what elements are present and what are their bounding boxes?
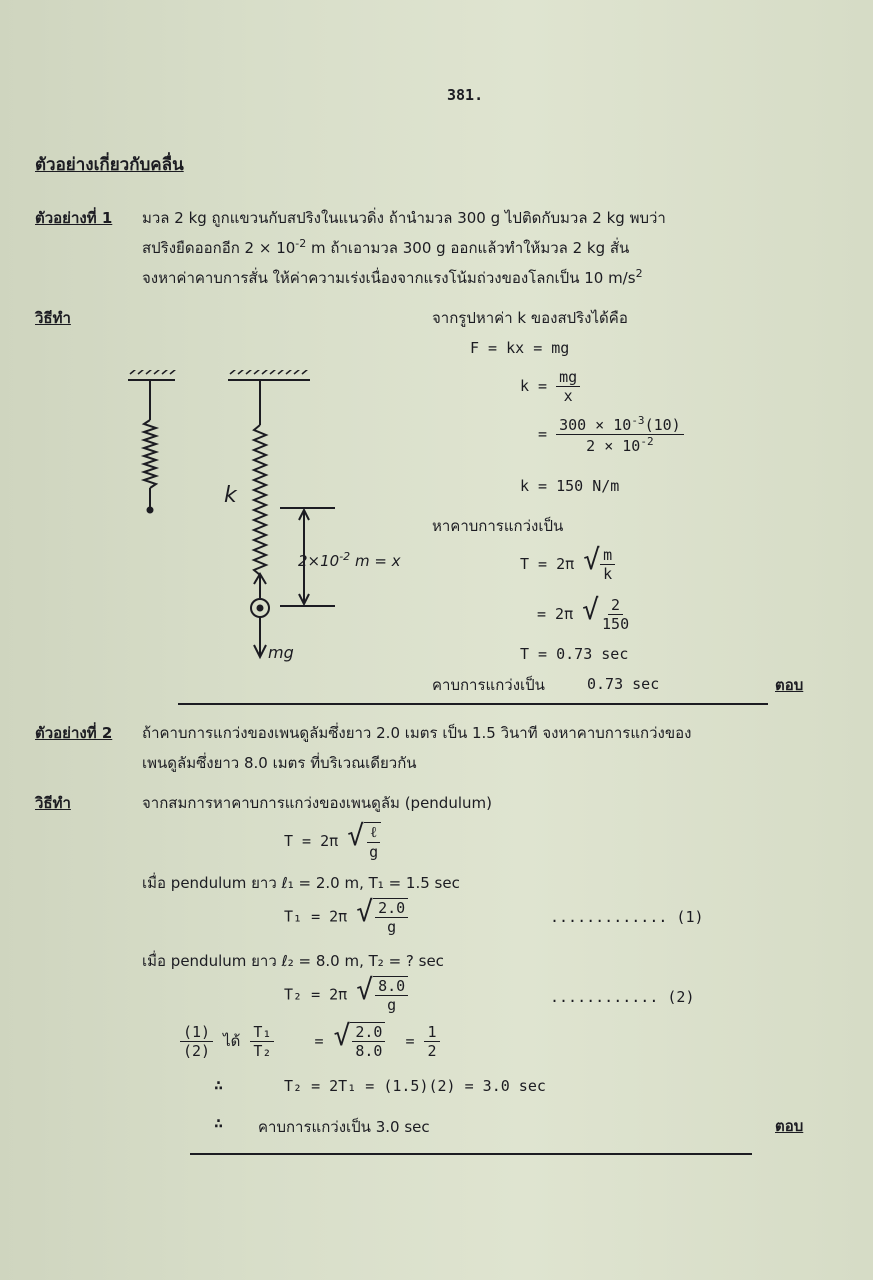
solution-1-step-9: T = 0.73 sec	[520, 645, 629, 663]
page-number: 381.	[447, 86, 484, 104]
conclusion-1: T₂ = 2T₁ = (1.5)(2) = 3.0 sec	[284, 1077, 546, 1095]
answer-1-label: ตอบ	[775, 676, 804, 694]
solution-1-step-6: หาคาบการแกว่งเป็น	[432, 517, 564, 535]
answer-1-value: 0.73 sec	[587, 675, 660, 693]
spring-loaded	[254, 425, 266, 575]
solution-2-condition-1: เมื่อ pendulum ยาว ℓ₁ = 2.0 m, T₁ = 1.5 sec	[142, 874, 460, 892]
spring-constant-label: k	[224, 483, 237, 508]
divider-1	[178, 703, 768, 705]
solution-1-step-2: F = kx = mg	[470, 339, 570, 357]
spring-mass-figure	[120, 370, 410, 670]
solution-1-step-5: k = 150 N/m	[520, 477, 620, 495]
equation-2: T₁ = 2π √ $\frac{2.0}{g}$	[284, 898, 408, 936]
example-1-label: ตัวอย่างที่ 1	[35, 209, 113, 227]
example-2-line-1: ถ้าคาบการแกว่งของเพนดูลัมซึ่งยาว 2.0 เมตร เป็น 1.5 วินาที จงหาคาบการแกว่งของ	[142, 724, 692, 742]
equation-3: T₂ = 2π √ $\frac{8.0}{g}$	[284, 976, 408, 1014]
ratio-equation: $\frac{(1)}{(2)}$ ได้ $\frac{\text{T₁}}{\text{T₂}}$ = √ $\frac{2.0}{8.0}$ = $\frac{1}{2}$	[180, 1022, 440, 1060]
example-1-line-1: มวล 2 kg ถูกแขวนกับสปริงในแนวดิ่ง ถ้านำมวล 300 g ไปติดกับมวล 2 kg พบว่า	[142, 209, 666, 227]
equation-2-ref: ............. (1)	[550, 908, 704, 926]
conclusion-2: คาบการแกว่งเป็น 3.0 sec	[258, 1118, 430, 1136]
answer-2-label: ตอบ	[775, 1117, 804, 1135]
solution-2-condition-2: เมื่อ pendulum ยาว ℓ₂ = 8.0 m, T₂ = ? sec	[142, 952, 444, 970]
example-1-line-3: จงหาค่าคาบการสั่น ให้ค่าความเร่งเนื่องจากแรงโน้มถ่วงของโลกเป็น 10 $m/s^2$	[142, 267, 643, 287]
method-label-2: วิธีทำ	[35, 794, 71, 812]
therefore-symbol-1: ∴	[214, 1076, 224, 1094]
solution-1-step-8: = 2π √ $\frac{2}{150}$	[537, 593, 630, 633]
answer-1-text: คาบการแกว่งเป็น	[432, 676, 545, 694]
example-1-line-2: สปริงยืดออกอีก $2 \times 10^{-2}$ m ถ้าเอามวล 300 g ออกแล้วทำให้มวล 2 kg สั่น	[142, 237, 630, 257]
displacement-label: $2\times 10^{-2}$ m = x	[298, 550, 401, 570]
solution-1-step-3: k = $\frac{mg}{x}$	[520, 368, 580, 405]
therefore-symbol-2: ∴	[214, 1114, 224, 1132]
equation-1: T = 2π √ $\frac{\text{ℓ}}{g}$	[284, 822, 381, 861]
section-title: ตัวอย่างเกี่ยวกับคลื่น	[35, 155, 184, 175]
example-2-line-2: เพนดูลัมซึ่งยาว 8.0 เมตร ที่บริเวณเดียวกัน	[142, 754, 417, 772]
solution-2-intro: จากสมการหาคาบการแกว่งของเพนดูลัม (pendulum)	[142, 794, 492, 812]
equation-3-ref: ............ (2)	[550, 988, 695, 1006]
example-2-label: ตัวอย่างที่ 2	[35, 724, 113, 742]
method-label-1: วิธีทำ	[35, 309, 71, 327]
divider-2	[190, 1153, 752, 1155]
spring-unloaded	[144, 420, 156, 488]
solution-1-step-4: = $\frac{300 \times 10^{-3}(10)}{2 \times 10^{-2}}$	[538, 414, 684, 455]
solution-1-step-7: T = 2π √ $\frac{m}{k}$	[520, 546, 615, 583]
solution-1-step-1: จากรูปหาค่า k ของสปริงได้คือ	[432, 309, 628, 327]
weight-label: mg	[268, 643, 294, 662]
